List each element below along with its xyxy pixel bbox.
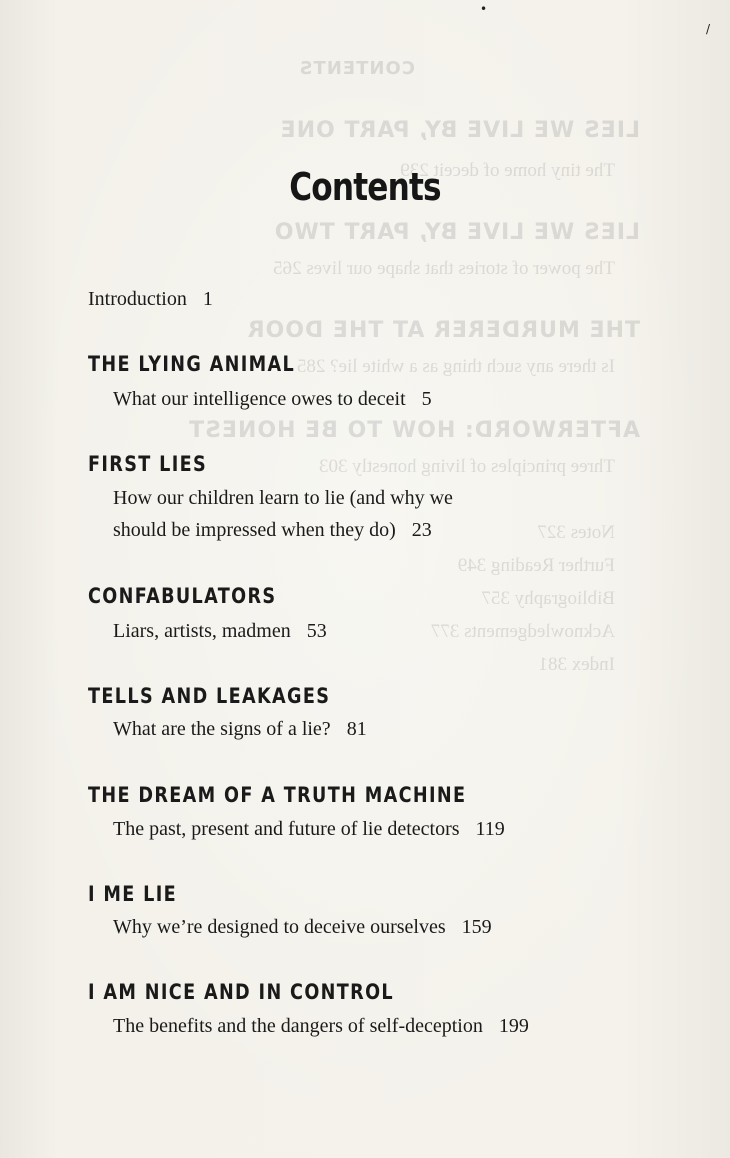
chapter-subtitle bbox=[113, 818, 505, 841]
chapter-subtitle-text: What are the signs of a lie? bbox=[113, 718, 331, 740]
chapter-subtitle bbox=[113, 487, 453, 510]
chapter-subtitle-text: Why we’re designed to deceive ourselves bbox=[113, 916, 446, 938]
ink-speck: • bbox=[480, 2, 488, 16]
chapter-subtitle bbox=[113, 916, 492, 939]
ink-speck: / bbox=[706, 22, 711, 36]
chapter-subtitle-text: What our intelligence owes to deceit bbox=[113, 388, 406, 410]
chapter-page-number: 81 bbox=[346, 718, 367, 740]
chapter-heading: I ME LIE bbox=[88, 882, 178, 906]
chapter-page-number: 53 bbox=[306, 620, 327, 642]
chapter-subtitle bbox=[113, 620, 327, 643]
chapter-subtitle-text: Liars, artists, madmen bbox=[113, 620, 291, 642]
chapter-heading: TELLS AND LEAKAGES bbox=[88, 684, 331, 708]
toc-intro-page: 1 bbox=[202, 288, 213, 310]
chapter-subtitle bbox=[113, 519, 432, 542]
chapter-heading: THE DREAM OF A TRUTH MACHINE bbox=[88, 783, 467, 807]
chapter-subtitle-text: The past, present and future of lie detectors bbox=[113, 818, 460, 840]
chapter-subtitle-text: should be impressed when they do) bbox=[113, 519, 396, 541]
chapter-heading: FIRST LIES bbox=[88, 452, 208, 476]
chapter-heading: I AM NICE AND IN CONTROL bbox=[88, 980, 394, 1004]
chapter-heading: CONFABULATORS bbox=[88, 584, 277, 608]
chapter-subtitle bbox=[113, 1015, 529, 1038]
toc-intro-label: Introduction bbox=[88, 288, 187, 310]
chapter-subtitle bbox=[113, 388, 432, 411]
toc-intro bbox=[88, 288, 213, 311]
page-title: Contents bbox=[289, 165, 441, 209]
chapter-page-number: 23 bbox=[411, 519, 432, 541]
chapter-page-number: 159 bbox=[461, 916, 492, 938]
chapter-subtitle-text: The benefits and the dangers of self-deception bbox=[113, 1015, 483, 1037]
chapter-page-number: 119 bbox=[475, 818, 505, 840]
chapter-subtitle bbox=[113, 718, 367, 741]
bleed-through: CONTENTS LIES WE LIVE BY, PART ONE The tiny home of deceit 239 LIES WE LIVE BY, PART TWO The power of stories that shape our lives 265 THE MURDERER AT THE DOOR Is there any such thing as a white lie? 285 AFTERWORD: HOW TO BE HONEST Three principles of living honestly 303 Notes 327 Further Reading 349 Bibliography 357 Acknowledgements 377 Index 381 bbox=[188, 58, 640, 675]
chapter-page-number: 5 bbox=[421, 388, 432, 410]
chapter-subtitle-text: How our children learn to lie (and why we bbox=[113, 487, 453, 509]
chapter-heading: THE LYING ANIMAL bbox=[88, 352, 296, 376]
chapter-page-number: 199 bbox=[498, 1015, 529, 1037]
